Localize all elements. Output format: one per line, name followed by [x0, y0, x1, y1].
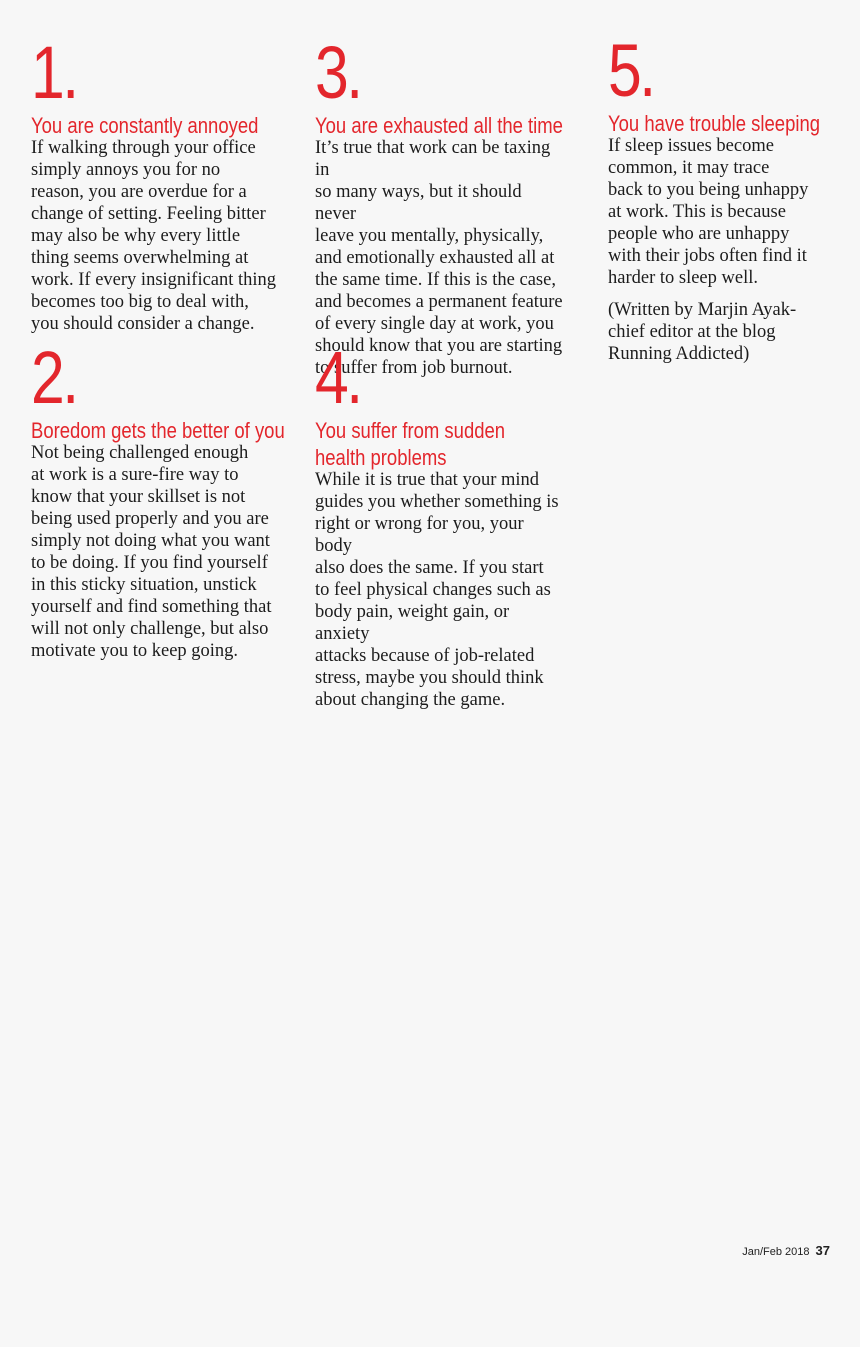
- tip-body: While it is true that your mind guides you whether something is right or wrong for you, your body also does the same. If you start to feel physical changes such as body pain, weight gain, or anxiety attacks because of job-related stress, maybe you should think about changing the game.: [315, 470, 559, 710]
- tip-heading: You suffer from sudden health problems: [315, 418, 506, 470]
- tip-body: If sleep issues become common, it may trace back to you being unhappy at work. This is because people who are unhappy with their jobs often find it harder to sleep well.: [608, 136, 809, 288]
- tip-number: 5.: [608, 29, 654, 112]
- tip-heading: Boredom gets the better of you: [31, 418, 285, 443]
- author-credit: (Written by Marjin Ayak- chief editor at the blog Running Addicted): [608, 300, 797, 364]
- tip-number: 4.: [315, 336, 361, 419]
- tip-heading: You are exhausted all the time: [315, 113, 563, 138]
- tip-2: [31, 336, 285, 662]
- issue-date: Jan/Feb 2018: [742, 1246, 810, 1258]
- tip-heading: You have trouble sleeping: [608, 111, 821, 136]
- tip-heading: You are constantly annoyed: [31, 113, 259, 138]
- tip-number: 1.: [31, 31, 77, 114]
- tip-3: [315, 31, 565, 379]
- tip-5: [608, 29, 858, 365]
- tip-1: [31, 31, 281, 335]
- tip-body: It’s true that work can be taxing in so many ways, but it should never leave you mentally, physically, and emotionally exhausted all at the same time. If this is the case, and becomes a permanent feature of every single day at work, you should know that you are starting to suffer from job burnout.: [315, 138, 563, 378]
- page-number: 37: [815, 1243, 830, 1258]
- page-footer: [742, 1243, 830, 1258]
- tip-4: [315, 336, 565, 711]
- tip-number: 3.: [315, 31, 361, 114]
- tip-body: If walking through your office simply annoys you for no reason, you are overdue for a change of setting. Feeling bitter may also be why every little thing seems overwhelming at work. If every insignificant thing becomes too big to deal with, you should consider a change.: [31, 138, 277, 334]
- tip-number: 2.: [31, 336, 77, 419]
- tip-body: Not being challenged enough at work is a sure-fire way to know that your skillset is not being used properly and you are simply not doing what you want to be doing. If you find yourself in this sticky situation, unstick yourself and find something that will not only challenge, but also motivate you to keep going.: [31, 443, 272, 661]
